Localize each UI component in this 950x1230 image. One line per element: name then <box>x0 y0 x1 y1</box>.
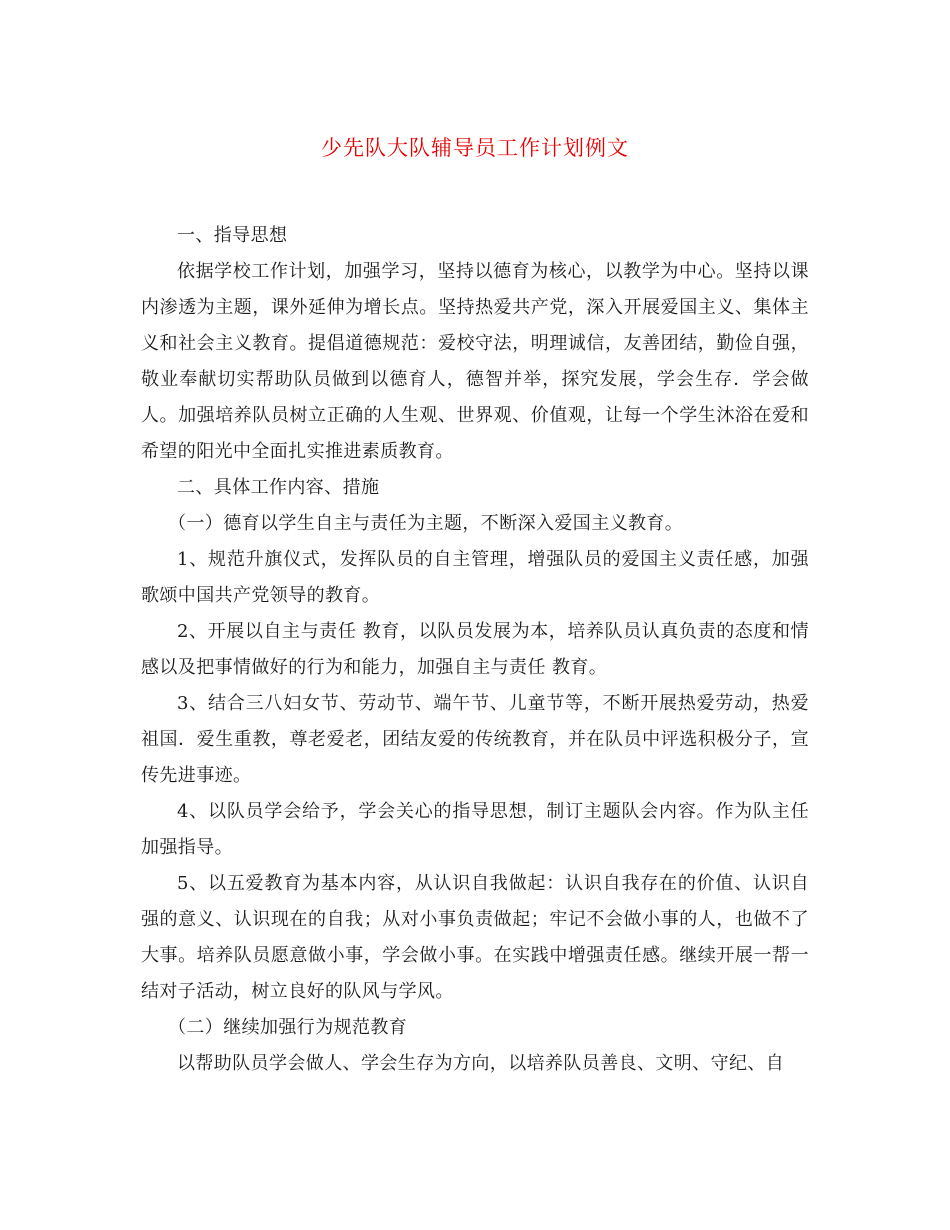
paragraph-behavior-norms: 以帮助队员学会做人、学会生存为方向，以培养队员善良、文明、守纪、自 <box>177 1053 785 1074</box>
list-item-5: 5、以五爱教育为基本内容，从认识自我做起：认识自我存在的价值、认识自强的意义、认识现在的自我；从对小事负责做起；牢记不会做小事的人，也做不了大事。培养队员愿意做小事，学会做小事。在实践中增强责任感。继续开展一帮一结对子活动，树立良好的队风与学风。 <box>141 873 809 1002</box>
section-heading-guiding-ideology: 一、指导思想 <box>177 225 288 246</box>
subsection-heading-behavior-norms: （二）继续加强行为规范教育 <box>168 1017 408 1038</box>
list-item-3: 3、结合三八妇女节、劳动节、端午节、儿童节等，不断开展热爱劳动，热爱祖国．爱生重教，尊老爱老，团结友爱的传统教育，并在队员中评选积极分子，宣传先进事迹。 <box>141 693 809 786</box>
document-body <box>141 218 809 1082</box>
list-item-2: 2、开展以自主与责任 教育，以队员发展为本，培养队员认真负责的态度和情感以及把事情做好的行为和能力，加强自主与责任 教育。 <box>141 621 809 678</box>
document-title: 少先队大队辅导员工作计划例文 <box>321 136 629 160</box>
paragraph-guiding-ideology: 依据学校工作计划，加强学习，坚持以德育为核心，以教学为中心。坚持以课内渗透为主题，课外延伸为增长点。坚持热爱共产党，深入开展爱国主义、集体主义和社会主义教育。提倡道德规范：爱校守法，明理诚信，友善团结，勤俭自强，敬业奉献切实帮助队员做到以德育人，德智并举，探究发展，学会生存．学会做人。加强培养队员树立正确的人生观、世界观、价值观，让每一个学生沐浴在爱和希望的阳光中全面扎实推进素质教育。 <box>141 261 809 462</box>
subsection-heading-moral-education: （一）德育以学生自主与责任为主题，不断深入爱国主义教育。 <box>168 513 684 534</box>
section-heading-work-content: 二、具体工作内容、措施 <box>177 477 380 498</box>
list-item-1: 1、规范升旗仪式，发挥队员的自主管理，增强队员的爱国主义责任感，加强歌颂中国共产党领导的教育。 <box>141 549 809 606</box>
list-item-4: 4、以队员学会给予，学会关心的指导思想，制订主题队会内容。作为队主任加强指导。 <box>141 801 809 858</box>
